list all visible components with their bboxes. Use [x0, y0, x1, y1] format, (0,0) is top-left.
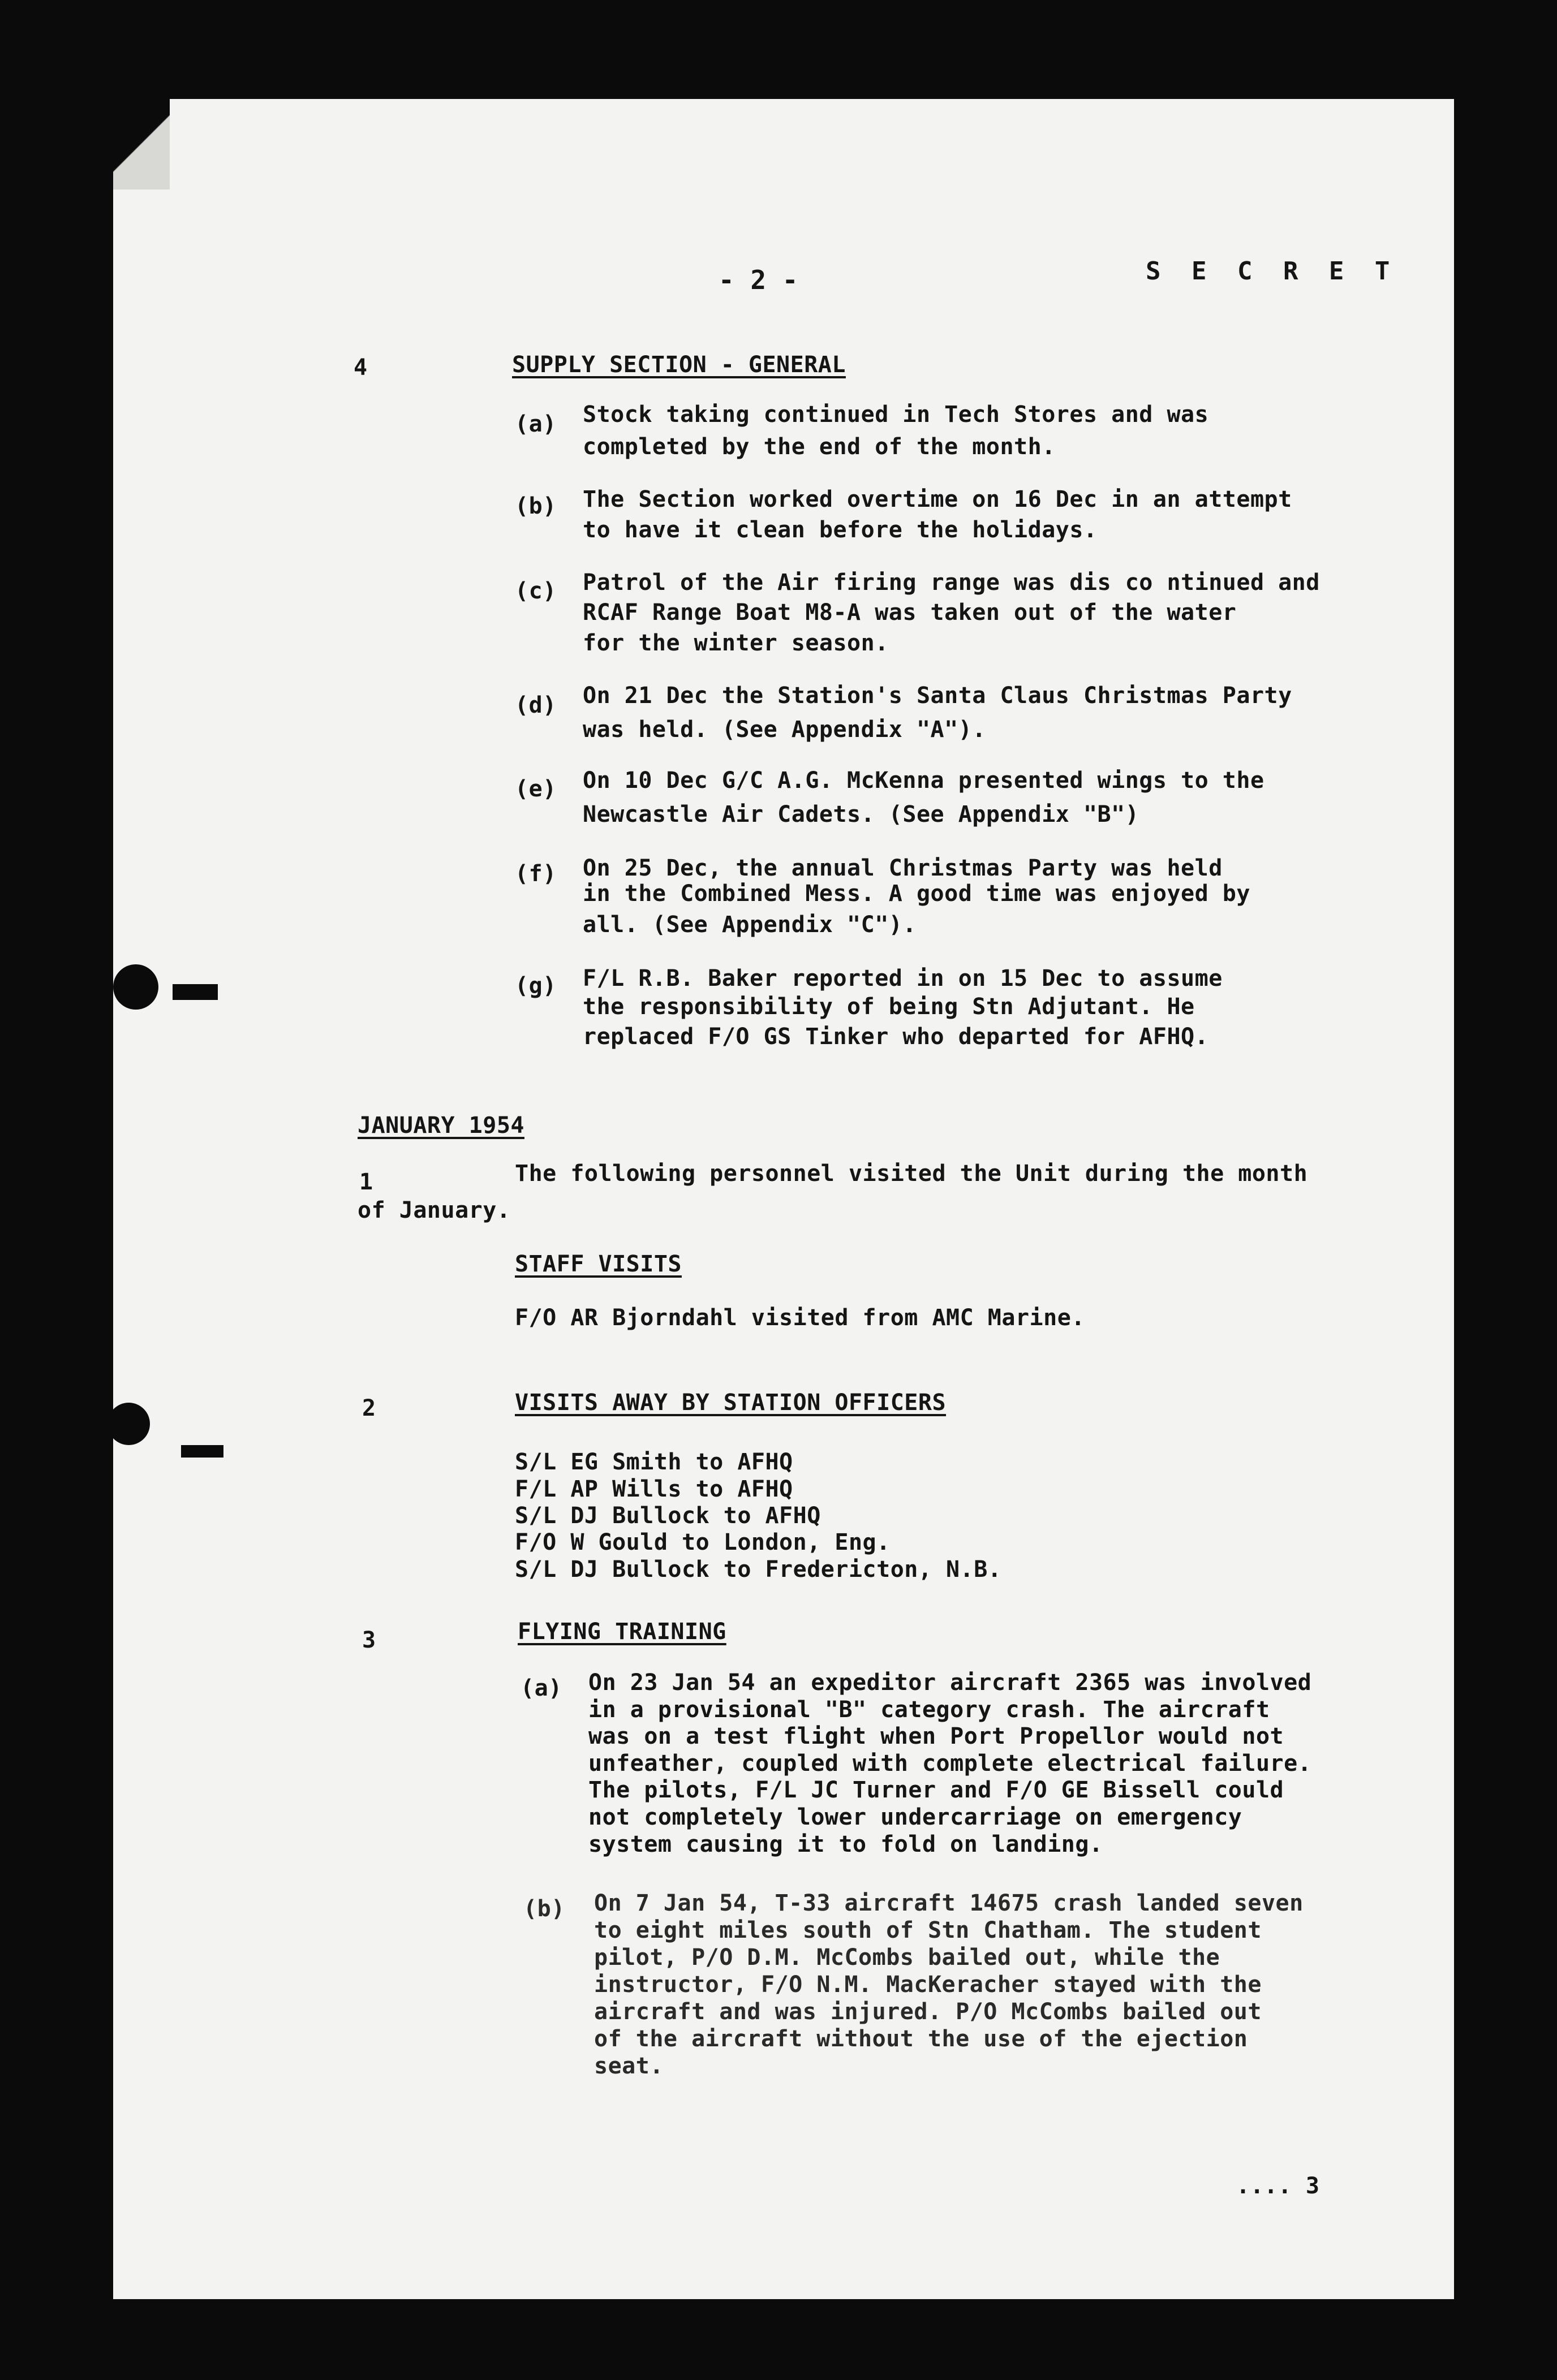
staff-visits-heading: STAFF VISITS [515, 1251, 682, 1277]
visit-item: S/L DJ Bullock to Fredericton, N.B. [515, 1557, 1002, 1583]
supply-item-line: The Section worked overtime on 16 Dec in an attempt [583, 486, 1292, 512]
visits-away-heading: VISITS AWAY BY STATION OFFICERS [515, 1390, 947, 1416]
supply-item-line: Newcastle Air Cadets. (See Appendix "B") [583, 801, 1139, 827]
flying-item-line: seat. [594, 2053, 664, 2079]
section-number-4: 4 [354, 355, 368, 381]
para-number-2: 2 [362, 1395, 376, 1421]
flying-item-line: of the aircraft without the use of the ejection [594, 2026, 1248, 2052]
supply-item-label: (d) [515, 692, 557, 718]
flying-item-line: The pilots, F/L JC Turner and F/O GE Bissell could [588, 1777, 1284, 1803]
para-number-3: 3 [362, 1627, 376, 1653]
supply-item-line: completed by the end of the month. [583, 434, 1056, 460]
binder-tab-bottom [181, 1445, 223, 1458]
supply-item-line: On 25 Dec, the annual Christmas Party was held [583, 855, 1223, 881]
january-heading: JANUARY 1954 [358, 1113, 524, 1139]
flying-item-line: On 23 Jan 54 an expeditor aircraft 2365 was involved [588, 1670, 1312, 1696]
supply-item-line: On 10 Dec G/C A.G. McKenna presented wings to the [583, 768, 1264, 794]
page-number: - 2 - [719, 265, 798, 295]
flying-item-line: system causing it to fold on landing. [588, 1831, 1103, 1857]
supply-item-line: all. (See Appendix "C"). [583, 912, 917, 938]
flying-item-line: instructor, F/O N.M. MacKeracher stayed with the [594, 1972, 1262, 1998]
flying-item-line: in a provisional "B" category crash. The aircraft [588, 1697, 1270, 1723]
visit-item: F/O W Gould to London, Eng. [515, 1529, 891, 1555]
flying-item-line: aircraft and was injured. P/O McCombs bailed out [594, 1999, 1262, 2025]
visit-item: S/L EG Smith to AFHQ [515, 1449, 793, 1475]
supply-item-label: (b) [515, 493, 557, 519]
flying-item-label: (a) [521, 1675, 562, 1701]
para1-line: of January. [358, 1197, 511, 1223]
classification-marking: S E C R E T [1146, 257, 1398, 286]
supply-item-line: replaced F/O GS Tinker who departed for AFHQ. [583, 1024, 1209, 1050]
flying-item-label: (b) [523, 1896, 565, 1922]
punch-hole-top [113, 964, 158, 1010]
para1-line: The following personnel visited the Unit during the month [515, 1161, 1308, 1187]
supply-item-label: (f) [515, 861, 557, 887]
supply-item-line: for the winter season. [583, 630, 889, 656]
flying-item-line: was on a test flight when Port Propellor would not [588, 1723, 1284, 1749]
binder-tab-top [173, 984, 218, 1000]
supply-item-line: to have it clean before the holidays. [583, 517, 1098, 543]
supply-item-line: the responsibility of being Stn Adjutant. He [583, 994, 1195, 1020]
supply-item-line: RCAF Range Boat M8-A was taken out of the water [583, 600, 1237, 626]
flying-item-line: not completely lower undercarriage on emergency [588, 1804, 1242, 1830]
supply-item-line: Patrol of the Air firing range was dis co ntinued and [583, 570, 1320, 596]
supply-item-label: (e) [515, 776, 557, 802]
punch-hole-bottom [107, 1403, 150, 1445]
supply-item-line: was held. (See Appendix "A"). [583, 717, 986, 743]
flying-item-line: unfeather, coupled with complete electrical failure. [588, 1750, 1312, 1777]
flying-item-line: On 7 Jan 54, T-33 aircraft 14675 crash landed seven [594, 1890, 1304, 1916]
supply-item-line: in the Combined Mess. A good time was enjoyed by [583, 881, 1250, 907]
para-number-1: 1 [359, 1169, 373, 1195]
continuation-marker: .... 3 [1236, 2173, 1320, 2199]
supply-item-line: F/L R.B. Baker reported in on 15 Dec to assume [583, 965, 1223, 991]
flying-item-line: pilot, P/O D.M. McCombs bailed out, while the [594, 1944, 1220, 1971]
supply-item-line: On 21 Dec the Station's Santa Claus Christmas Party [583, 683, 1292, 709]
supply-item-label: (a) [515, 411, 557, 437]
flying-training-heading: FLYING TRAINING [518, 1619, 726, 1645]
visit-item: F/L AP Wills to AFHQ [515, 1476, 793, 1502]
supply-item-label: (c) [515, 578, 557, 604]
staff-visit-line: F/O AR Bjorndahl visited from AMC Marine. [515, 1305, 1085, 1331]
folded-corner [113, 99, 170, 189]
supply-item-label: (g) [515, 973, 557, 999]
visit-item: S/L DJ Bullock to AFHQ [515, 1503, 821, 1529]
flying-item-line: to eight miles south of Stn Chatham. The student [594, 1917, 1262, 1943]
supply-item-line: Stock taking continued in Tech Stores and was [583, 402, 1209, 428]
supply-section-heading: SUPPLY SECTION - GENERAL [512, 352, 846, 378]
